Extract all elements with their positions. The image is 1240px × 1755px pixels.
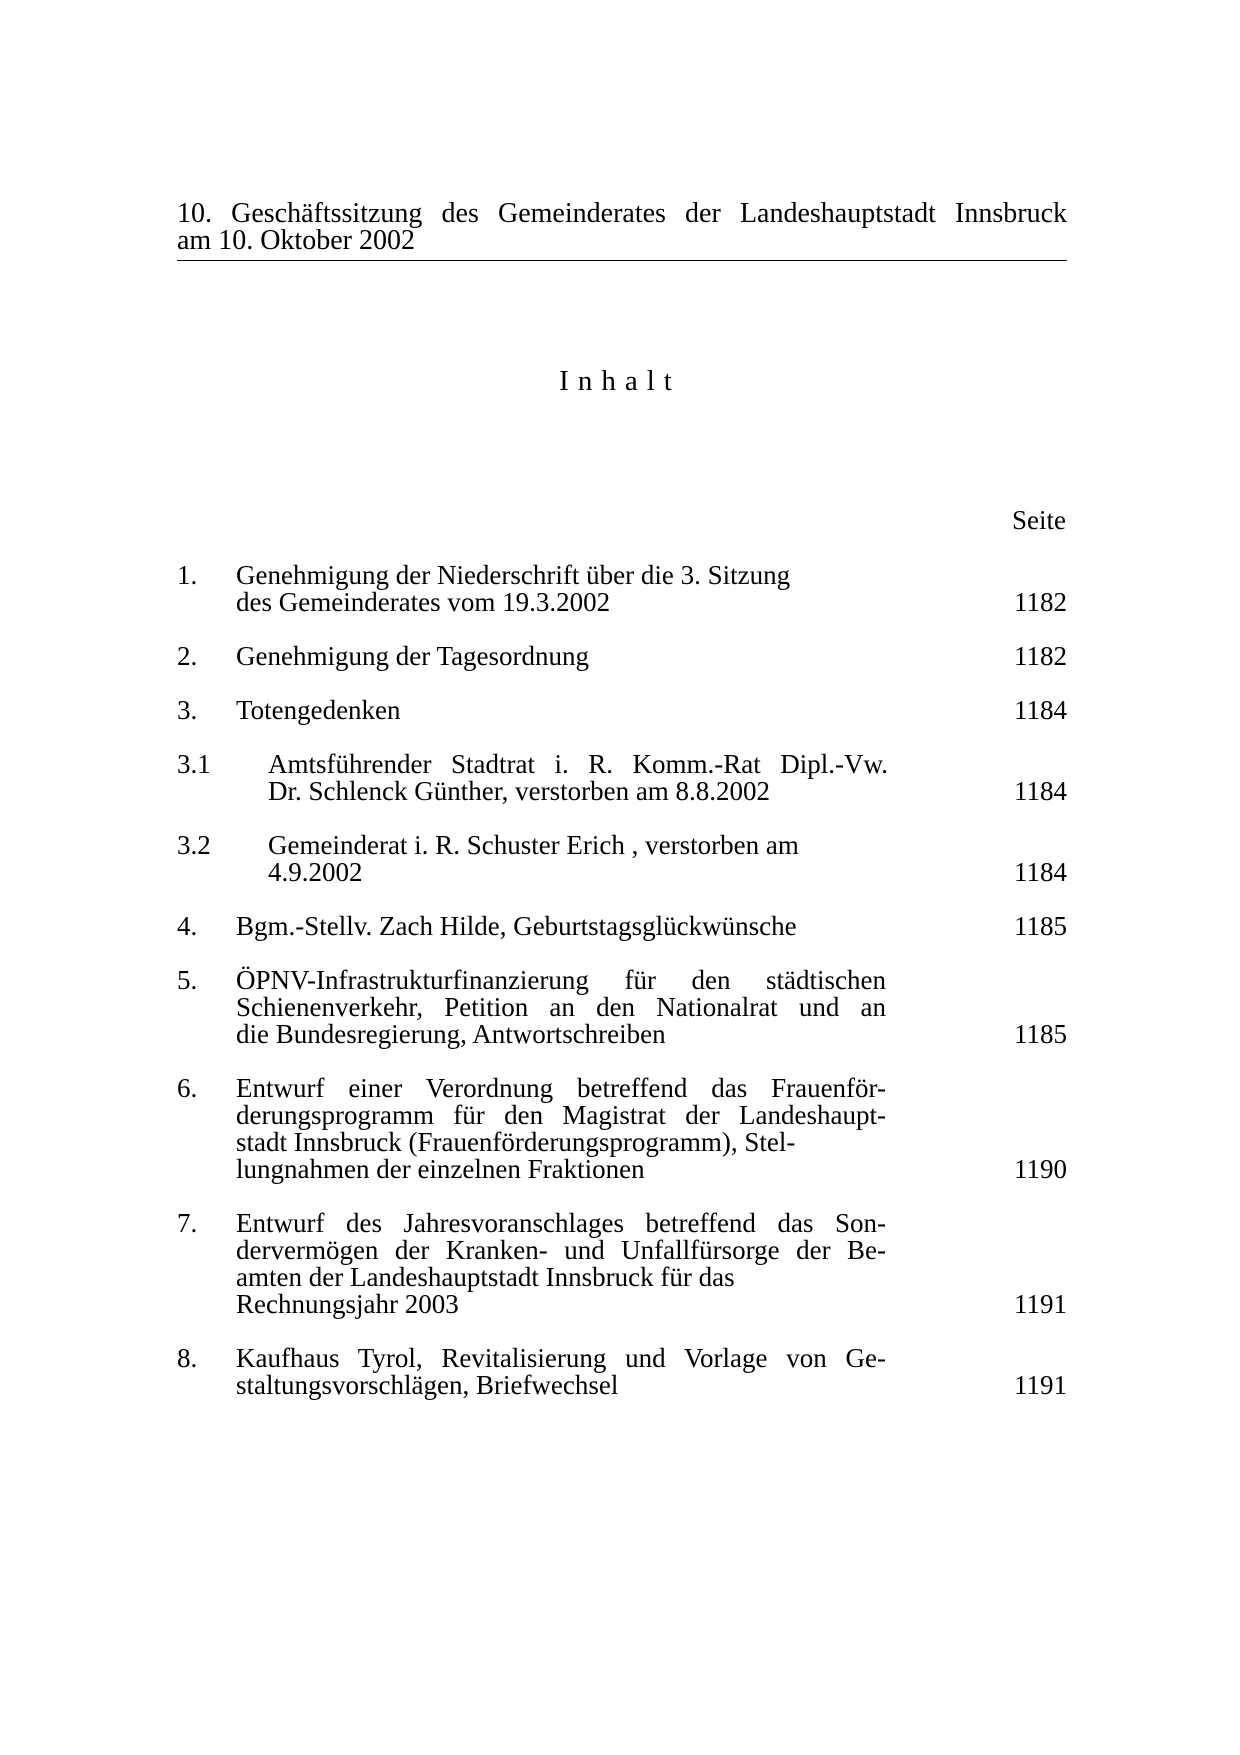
toc-entry-page: 1184	[1014, 776, 1067, 806]
toc-entry-line: Bgm.-Stellv. Zach Hilde, Geburtstagsglückwünsche	[236, 911, 797, 941]
header-line-1: 10. Geschäftssitzung des Gemeinderates der Landeshauptstadt Innsbruck	[177, 198, 1067, 229]
header-line-2: am 10. Oktober 2002	[177, 225, 415, 256]
toc-entry-number: 3.2	[177, 830, 211, 860]
toc-entry-line: dervermögen der Kranken- und Unfallfürsorge der Be-	[236, 1235, 886, 1265]
toc-entry-text	[236, 1075, 1066, 1183]
toc-entry-number: 2.	[177, 641, 198, 671]
toc-entry-line: Amtsführender Stadtrat i. R. Komm.-Rat Dipl.-Vw.	[268, 749, 888, 779]
toc-entry-line: Kaufhaus Tyrol, Revitalisierung und Vorlage von Ge-	[236, 1343, 886, 1373]
toc-entry-line: Rechnungsjahr 2003	[236, 1289, 459, 1319]
toc-entry-page: 1185	[1014, 911, 1067, 941]
toc-entry-page: 1184	[1014, 857, 1067, 887]
document-header	[177, 200, 1067, 261]
toc-entry-text	[236, 643, 1066, 670]
toc-entry-text	[236, 1210, 1066, 1318]
toc-entry-text	[236, 967, 1066, 1048]
toc-entry-line: des Gemeinderates vom 19.3.2002	[236, 587, 611, 617]
toc-entry-text	[236, 562, 1066, 616]
toc-entry-line: ÖPNV-Infrastrukturfinanzierung für den städtischen	[236, 965, 886, 995]
toc-entry-page: 1191	[1014, 1370, 1067, 1400]
toc-entry-page: 1184	[1014, 695, 1067, 725]
toc-entry-number: 1.	[177, 560, 198, 590]
toc-entry-number: 3.1	[177, 749, 211, 779]
toc-entry-page: 1185	[1014, 1019, 1067, 1049]
toc-entry-number: 7.	[177, 1208, 198, 1238]
toc-entry-line: derungsprogramm für den Magistrat der Landeshaupt-	[236, 1100, 886, 1130]
toc-entry-number: 3.	[177, 695, 198, 725]
page-column-label: Seite	[1012, 505, 1066, 535]
toc-entry-line: die Bundesregierung, Antwortschreiben	[236, 1019, 666, 1049]
toc-entry-line: Dr. Schlenck Günther, verstorben am 8.8.2002	[268, 776, 771, 806]
toc-entry-line: 4.9.2002	[268, 857, 363, 887]
toc-entry-page: 1190	[1014, 1154, 1067, 1184]
toc-entry-line: Entwurf des Jahresvoranschlages betreffend das Son-	[236, 1208, 886, 1238]
toc-entry-line: Entwurf einer Verordnung betreffend das Frauenför-	[236, 1073, 886, 1103]
toc-entry-line: amten der Landeshauptstadt Innsbruck für das	[236, 1262, 735, 1292]
toc-entry-line: Gemeinderat i. R. Schuster Erich , verstorben am	[268, 830, 799, 860]
toc-entry-text	[236, 697, 1066, 724]
toc-entry-number: 5.	[177, 965, 198, 995]
toc-entry-line: Totengedenken	[236, 695, 401, 725]
toc-entry-line: Genehmigung der Tagesordnung	[236, 641, 590, 671]
toc-entry-number: 8.	[177, 1343, 198, 1373]
toc-entry-text	[236, 1345, 1066, 1399]
toc-entry-page: 1182	[1014, 641, 1067, 671]
toc-entry-page: 1191	[1014, 1289, 1067, 1319]
toc-entry-line: Schienenverkehr, Petition an den Nationalrat und an	[236, 992, 886, 1022]
page-title: Inhalt	[559, 365, 681, 397]
toc-entry-line: lungnahmen der einzelnen Fraktionen	[236, 1154, 645, 1184]
toc-entry-line: stadt Innsbruck (Frauenförderungsprogramm), Stel-	[236, 1127, 796, 1157]
toc-entry-line: Genehmigung der Niederschrift über die 3. Sitzung	[236, 560, 791, 590]
toc-entry-number: 6.	[177, 1073, 198, 1103]
toc-entry-text	[236, 913, 1066, 940]
toc-entry-number: 4.	[177, 911, 198, 941]
toc-entry-line: staltungsvorschlägen, Briefwechsel	[236, 1370, 619, 1400]
toc-entry-page: 1182	[1014, 587, 1067, 617]
